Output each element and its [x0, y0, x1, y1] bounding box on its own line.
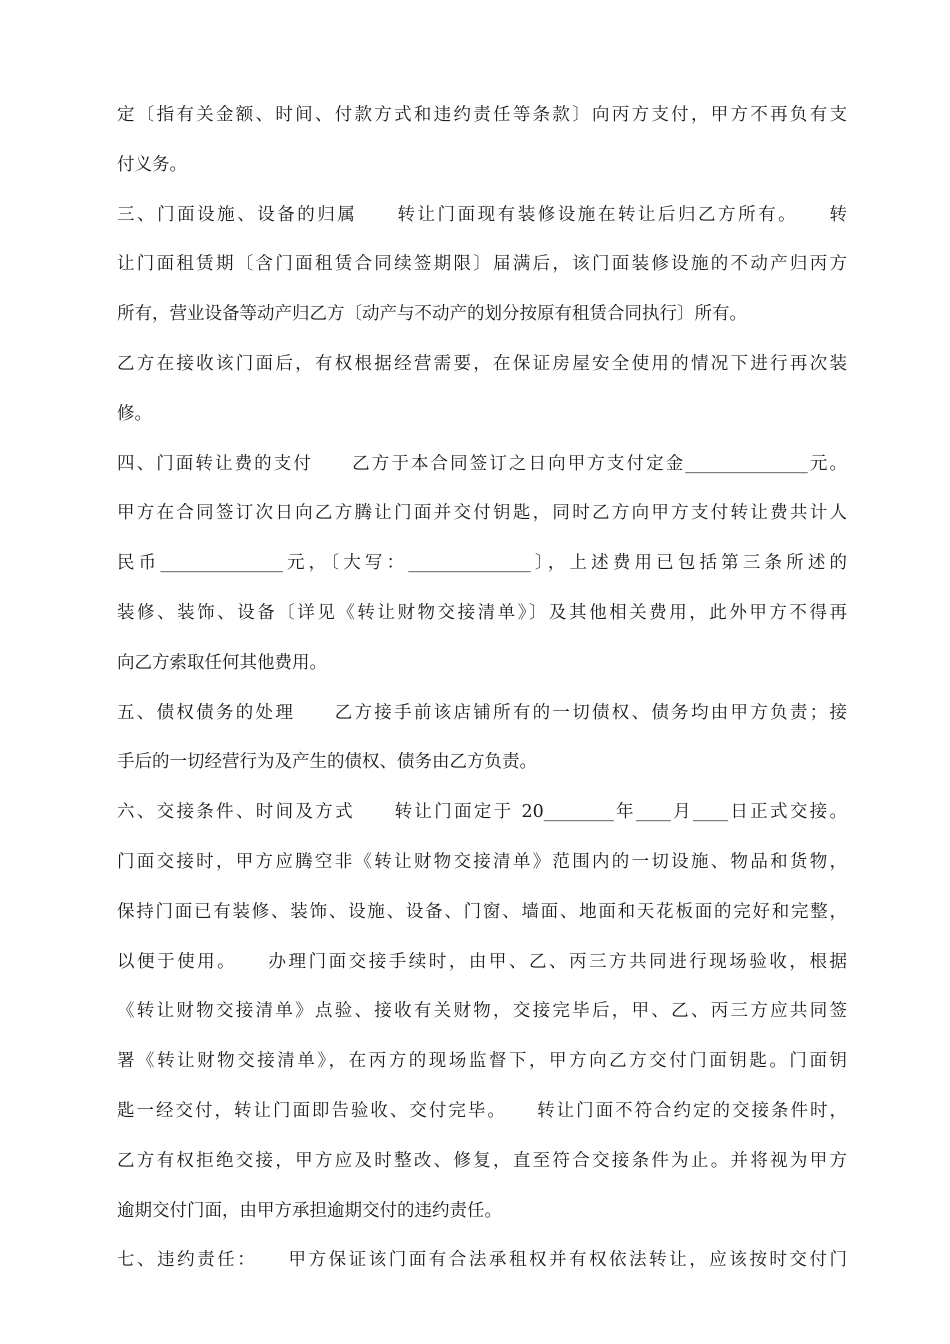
- section-heading-line: 三、门面设施、设备的归属 转让门面现有装修设施在转让后归乙方所有。 转: [117, 204, 847, 225]
- section-heading-line: 六、交接条件、时间及方式 转让门面定于 20________年____月____日正式交接。: [117, 802, 847, 823]
- section-heading-line: 四、门面转让费的支付 乙方于本合同签订之日向甲方支付定金______________元。: [117, 453, 847, 474]
- text-line: 装修、装饰、设备〔详见《转让财物交接清单》〕及其他相关费用，此外甲方不得再: [117, 602, 847, 623]
- text-line: 乙方有权拒绝交接，甲方应及时整改、修复，直至符合交接条件为止。并将视为甲方: [117, 1150, 847, 1171]
- text-line: 甲方在合同签订次日向乙方腾让门面并交付钥匙，同时乙方向甲方支付转让费共计人: [117, 503, 847, 524]
- text-line: 手后的一切经营行为及产生的债权、债务由乙方负责。: [117, 752, 537, 773]
- text-line: 保持门面已有装修、装饰、设施、设备、门窗、墙面、地面和天花板面的完好和完整，: [117, 901, 847, 922]
- section-heading-line: 七、违约责任： 甲方保证该门面有合法承租权并有权依法转让，应该按时交付门: [117, 1250, 847, 1271]
- section-heading-line: 五、债权债务的处理 乙方接手前该店铺所有的一切债权、债务均由甲方负责；接: [117, 702, 847, 723]
- contract-body-text: [117, 91, 847, 1286]
- text-line: 以便于使用。 办理门面交接手续时，由甲、乙、丙三方共同进行现场验收，根据: [117, 951, 847, 972]
- text-line: 向乙方索取任何其他费用。: [117, 652, 327, 673]
- text-line: 《转让财物交接清单》点验、接收有关财物，交接完毕后，甲、乙、丙三方应共同签: [117, 1001, 847, 1022]
- text-line: 乙方在接收该门面后，有权根据经营需要，在保证房屋安全使用的情况下进行再次装: [117, 353, 847, 374]
- text-line: 民币______________元，〔大写：______________〕，上述费用已包括第三条所述的: [117, 553, 847, 574]
- text-line: 让门面租赁期〔含门面租赁合同续签期限〕届满后，该门面装修设施的不动产归丙方: [117, 254, 847, 275]
- text-line: 逾期交付门面，由甲方承担逾期交付的违约责任。: [117, 1200, 502, 1221]
- text-line: 修。: [117, 403, 152, 424]
- text-line: 定〔指有关金额、时间、付款方式和违约责任等条款〕向丙方支付，甲方不再负有支: [117, 105, 847, 125]
- text-line: 署《转让财物交接清单》，在丙方的现场监督下，甲方向乙方交付门面钥匙。门面钥: [117, 1051, 847, 1072]
- text-line: 所有，营业设备等动产归乙方〔动产与不动产的划分按原有租赁合同执行〕所有。: [117, 304, 747, 325]
- text-line: 付义务。: [117, 154, 187, 175]
- text-line: 匙一经交付，转让门面即告验收、交付完毕。 转让门面不符合约定的交接条件时，: [117, 1100, 847, 1121]
- text-line: 门面交接时，甲方应腾空非《转让财物交接清单》范围内的一切设施、物品和货物，: [117, 851, 847, 872]
